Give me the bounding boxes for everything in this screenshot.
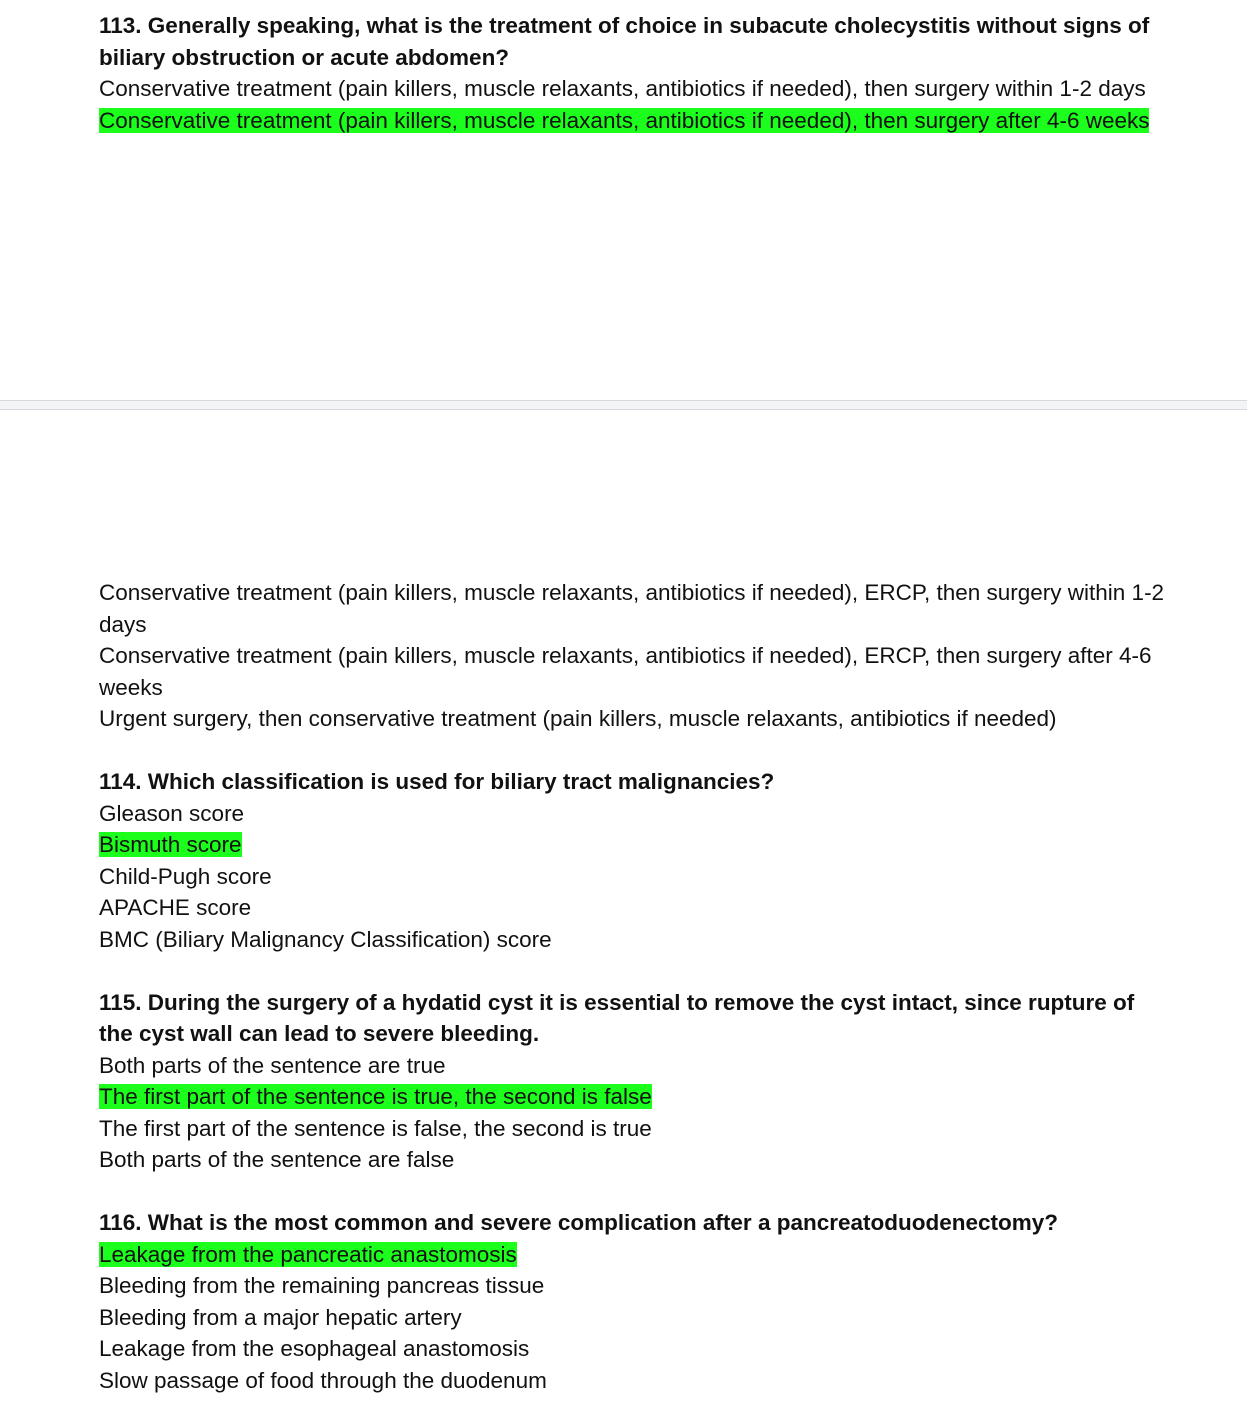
question-114-block [99,766,1169,955]
answer-option-text: Conservative treatment (pain killers, muscle relaxants, antibiotics if needed), then surgery within 1-2 days [99,76,1146,101]
correct-answer-highlight: Bismuth score [99,832,242,857]
answer-option-text: Slow passage of food through the duodenum [99,1367,547,1393]
answer-option [99,892,1169,924]
question-113-block [99,10,1169,136]
answer-option [99,798,1169,830]
question-114-text: 114. Which classification is used for biliary tract malignancies? [99,769,775,794]
answer-option-correct [99,1081,1169,1113]
document-page-bottom [0,410,1247,1428]
answer-option-text: Bleeding from a major hepatic artery [99,1304,462,1330]
answer-option-text: Conservative treatment (pain killers, muscle relaxants, antibiotics if needed), ERCP, then surgery after 4-6 weeks [99,643,1152,700]
answer-option-text: APACHE score [99,895,252,920]
question-115-text: 115. During the surgery of a hydatid cyst it is essential to remove the cyst intact, since rupture of the cyst wall can lead to severe bleeding. [99,989,1135,1046]
answer-option [99,1113,1169,1145]
answer-option-text: Urgent surgery, then conservative treatment (pain killers, muscle relaxants, antibiotics if needed) [99,706,1057,731]
page-break-divider [0,400,1247,410]
answer-option [99,640,1169,703]
answer-option-correct [99,1239,1169,1271]
question-113-continued [99,577,1169,735]
answer-option-text: Bleeding from the remaining pancreas tissue [99,1273,545,1298]
correct-answer-highlight: Conservative treatment (pain killers, muscle relaxants, antibiotics if needed), then surgery after 4-6 weeks [99,107,1150,133]
question-116-block [99,1207,1169,1396]
answer-option [99,1302,1169,1334]
answer-option-text: Conservative treatment (pain killers, muscle relaxants, antibiotics if needed), ERCP, then surgery within 1-2 days [99,580,1165,637]
answer-option-text: Both parts of the sentence are false [99,1147,455,1172]
answer-option-text: Child-Pugh score [99,863,272,889]
question-113-text: 113. Generally speaking, what is the treatment of choice in subacute cholecystitis without signs of biliary obstruction or acute abdomen? [99,13,1150,70]
answer-option [99,1270,1169,1302]
answer-option [99,1144,1169,1176]
question-115-block [99,987,1169,1176]
answer-option-correct [99,105,1169,137]
answer-option [99,924,1169,956]
answer-option [99,1365,1169,1397]
answer-option-text: Leakage from the esophageal anastomosis [99,1336,530,1361]
answer-option [99,861,1169,893]
questions-continued [99,577,1169,1396]
question-116-text: 116. What is the most common and severe complication after a pancreatoduodenectomy? [99,1210,1058,1235]
answer-option [99,1050,1169,1082]
answer-option-text: Both parts of the sentence are true [99,1052,446,1078]
answer-option-text: Gleason score [99,800,245,826]
correct-answer-highlight: Leakage from the pancreatic anastomosis [99,1241,517,1267]
answer-option [99,577,1169,640]
document-page-top [0,0,1247,400]
answer-option [99,1333,1169,1365]
answer-option-text: The first part of the sentence is false, the second is true [99,1115,652,1141]
correct-answer-highlight: The first part of the sentence is true, the second is false [99,1084,652,1109]
answer-option [99,703,1169,735]
answer-option [99,73,1169,105]
answer-option-correct [99,829,1169,861]
answer-option-text: BMC (Biliary Malignancy Classification) score [99,926,552,952]
